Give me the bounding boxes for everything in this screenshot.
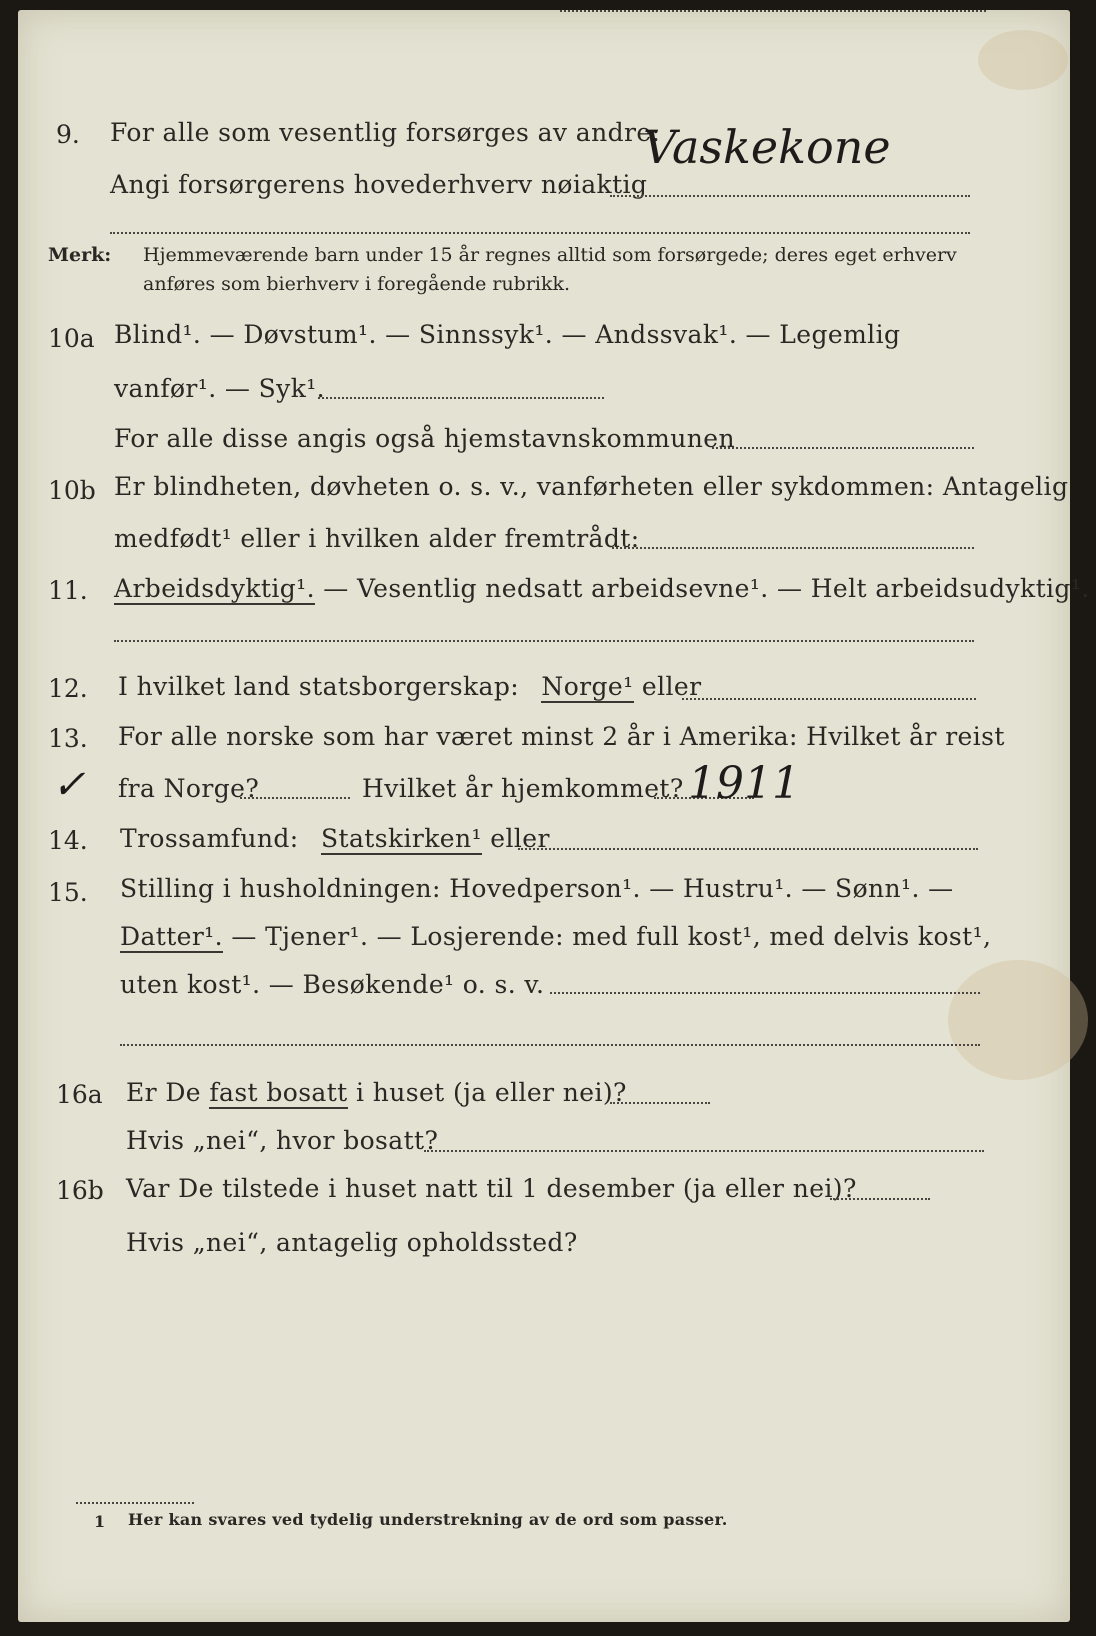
q10b-line2: medfødt¹ eller i hvilken alder fremtrådt: xyxy=(114,524,640,553)
q15-number: 15. xyxy=(48,878,88,907)
q9-answer-line xyxy=(610,195,970,197)
merk-line1: Hjemmeværende barn under 15 år regnes alltid som forsørgede; deres eget erhverv xyxy=(143,244,957,266)
q12-prompt: I hvilket land statsborgerskap: xyxy=(118,672,520,701)
q9-number: 9. xyxy=(56,120,80,149)
q12-eller: eller xyxy=(641,672,702,701)
q11-line xyxy=(114,576,1090,601)
q12-answer-line xyxy=(682,698,976,700)
q13-number: 13. xyxy=(48,724,88,753)
q15-line2 xyxy=(120,924,991,949)
q13-margin-checkmark: ✓ xyxy=(52,762,86,808)
q16b-location-line xyxy=(560,10,986,12)
q16b-number: 16b xyxy=(56,1176,104,1205)
q12-line xyxy=(118,674,701,699)
q16b-answer-line xyxy=(830,1198,930,1200)
q14-prompt: Trossamfund: xyxy=(120,824,299,853)
footnote-mark: 1 xyxy=(94,1512,106,1531)
q16a-number: 16a xyxy=(56,1080,103,1109)
q16a-line1 xyxy=(126,1080,627,1105)
paper-stain xyxy=(948,960,1088,1080)
q13-from-norway: fra Norge? xyxy=(118,774,260,803)
q9-line1: For alle som vesentlig forsørges av andre: xyxy=(110,118,661,147)
q16a-prompt-end: i huset (ja eller nei)? xyxy=(355,1078,627,1107)
q15-extra-line xyxy=(120,1044,980,1046)
q15-selected-option: Datter¹. xyxy=(120,922,223,951)
footnote-rule xyxy=(76,1502,194,1504)
q16a-answer-line xyxy=(610,1102,710,1104)
q16a-prompt-start: Er De xyxy=(126,1078,201,1107)
q10a-line2: vanfør¹. — Syk¹. xyxy=(114,374,326,403)
q10b-number: 10b xyxy=(48,476,96,505)
q9-handwritten-answer: Vaskekone xyxy=(643,120,891,174)
q13-departure-line xyxy=(240,797,350,799)
q10a-number: 10a xyxy=(48,324,95,353)
q15-answer-line xyxy=(550,992,980,994)
q10a-answer-line xyxy=(318,397,604,399)
census-form-page xyxy=(18,10,1090,1622)
q10b-answer-line xyxy=(612,547,974,549)
q16a-line2: Hvis „nei“, hvor bosatt? xyxy=(126,1126,439,1155)
paper-stain xyxy=(978,30,1068,90)
q10b-line1: Er blindheten, døvheten o. s. v., vanførheten eller sykdommen: Antagelig xyxy=(114,472,1069,501)
merk-line2: anføres som bierhverv i foregående rubrikk. xyxy=(143,273,571,295)
q9-extra-line xyxy=(110,232,970,234)
q11-extra-line xyxy=(114,640,974,642)
q12-selected-option: Norge¹ xyxy=(541,672,634,701)
q16a-underlined-phrase: fast bosatt xyxy=(209,1078,348,1107)
q10a-line1: Blind¹. — Døvstum¹. — Sinnssyk¹. — Andssvak¹. — Legemlig xyxy=(114,320,901,349)
q11-other-options: — Vesentlig nedsatt arbeidsevne¹. — Helt arbeidsudyktig¹. xyxy=(323,574,1090,603)
q10a-hometown-line xyxy=(712,447,974,449)
q16b-line2: Hvis „nei“, antagelig opholdssted? xyxy=(126,1228,578,1257)
q13-returned: Hvilket år hjemkommet? xyxy=(362,774,684,803)
q10a-line3: For alle disse angis også hjemstavnskommunen xyxy=(114,424,735,453)
q14-selected-option: Statskirken¹ xyxy=(321,824,482,853)
q16a-residence-line xyxy=(424,1150,984,1152)
q15-line1: Stilling i husholdningen: Hovedperson¹. — Hustru¹. — Sønn¹. — xyxy=(120,874,954,903)
q11-selected-option: Arbeidsdyktig¹. xyxy=(114,574,315,603)
q14-line xyxy=(120,826,550,851)
q16b-line1: Var De tilstede i huset natt til 1 desember (ja eller nei)? xyxy=(126,1174,857,1203)
footnote-text: Her kan svares ved tydelig understrekning av de ord som passer. xyxy=(128,1510,728,1529)
q12-number: 12. xyxy=(48,674,88,703)
q14-eller: eller xyxy=(490,824,550,853)
q15-line3: uten kost¹. — Besøkende¹ o. s. v. xyxy=(120,970,545,999)
q14-answer-line xyxy=(518,848,978,850)
q15-other-options: — Tjener¹. — Losjerende: med full kost¹, med delvis kost¹, xyxy=(231,922,992,951)
merk-label: Merk: xyxy=(48,244,112,266)
q9-line2: Angi forsørgerens hovederhverv nøiaktig xyxy=(110,170,648,199)
q11-number: 11. xyxy=(48,576,88,605)
q13-line1: For alle norske som har været minst 2 år i Amerika: Hvilket år reist xyxy=(118,722,1005,751)
q14-number: 14. xyxy=(48,826,88,855)
q13-handwritten-year: 1911 xyxy=(688,758,800,809)
